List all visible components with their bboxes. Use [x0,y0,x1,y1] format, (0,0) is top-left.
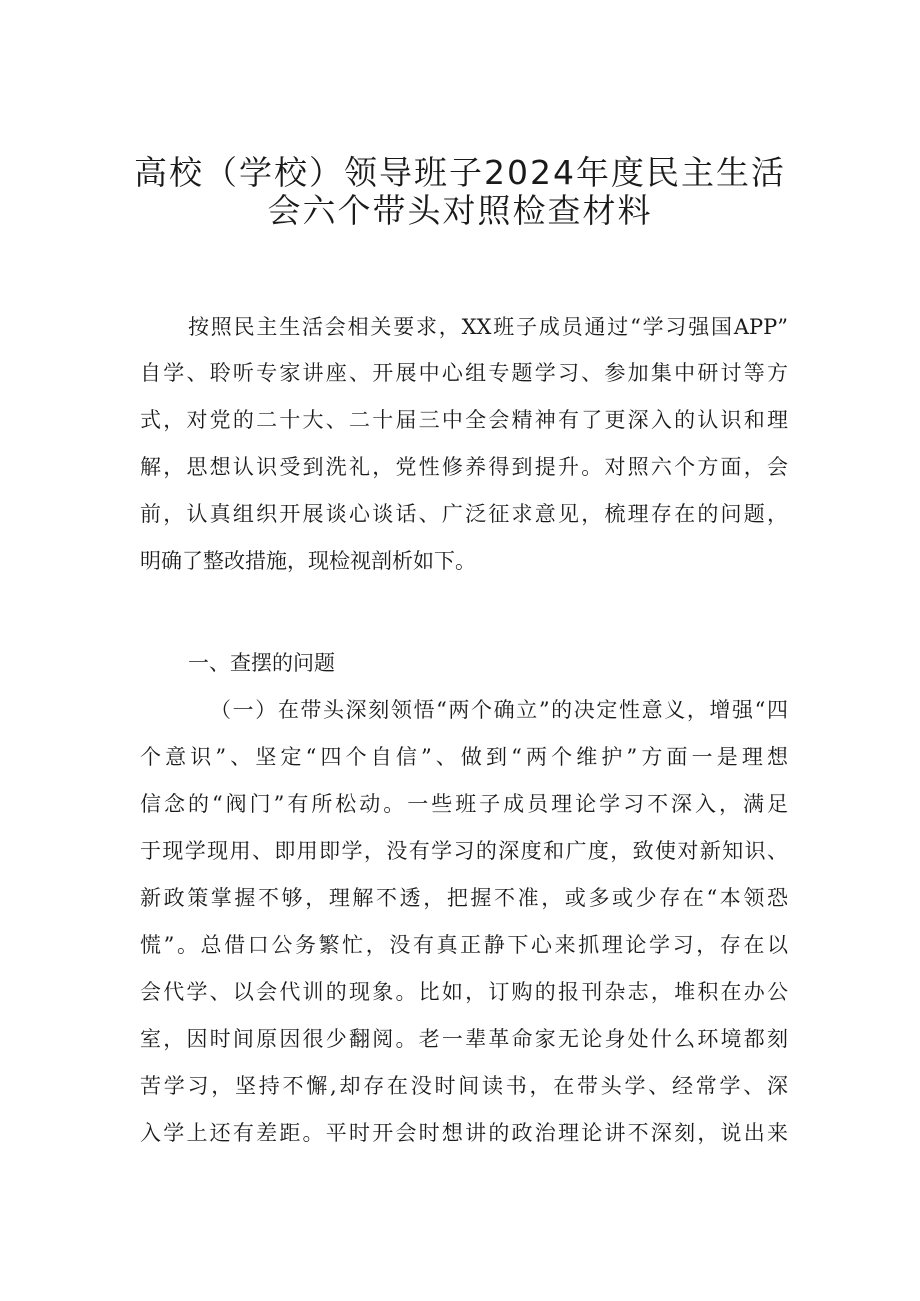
section-line: 会代学、以会代训的现象。比如，订购的报刊杂志，堆积在办公 [140,980,788,1004]
intro-line: 式，对党的二十大、二十届三中全会精神有了更深入的认识和理 [140,408,788,432]
section-line: （一）在带头深刻领悟“两个确立”的决定性意义，增强“四 [210,698,788,722]
intro-line: 前，认真组织开展谈心谈话、广泛征求意见，梳理存在的问题， [140,502,788,526]
section-heading: 一、查摆的问题 [188,651,335,675]
section-line: 个意识”、坚定“四个自信”、做到“两个维护”方面一是理想 [140,745,788,769]
section-line: 苦学习，坚持不懈,却存在没时间读书，在带头学、经常学、深 [140,1074,788,1098]
section-line: 于现学现用、即用即学，没有学习的深度和广度，致使对新知识、 [140,839,788,863]
intro-line: 自学、聆听专家讲座、开展中心组专题学习、参加集中研讨等方 [140,361,788,385]
intro-line: 解，思想认识受到洗礼，党性修养得到提升。对照六个方面，会 [140,455,788,479]
section-line: 入学上还有差距。平时开会时想讲的政治理论讲不深刻，说出来 [140,1121,788,1145]
intro-line: 明确了整改措施，现检视剖析如下。 [140,549,476,573]
section-line: 信念的“阀门”有所松动。一些班子成员理论学习不深入，满足 [140,792,788,816]
document-title-line-1: 高校（学校）领导班子2024年度民主生活 [134,153,786,192]
section-line: 慌”。总借口公务繁忙，没有真正静下心来抓理论学习，存在以 [140,933,788,957]
section-line: 室，因时间原因很少翻阅。老一辈革命家无论身处什么环境都刻 [140,1027,788,1051]
intro-line: 按照民主生活会相关要求，XX班子成员通过“学习强国APP” [188,315,788,339]
document-title-line-2: 会六个带头对照检查材料 [267,191,653,230]
section-line: 新政策掌握不够，理解不透，把握不准，或多或少存在“本领恐 [140,886,788,910]
